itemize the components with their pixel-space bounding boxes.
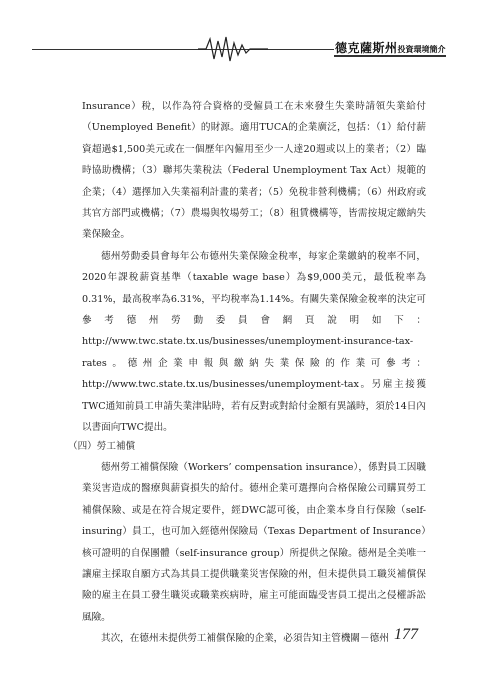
- header-wave-graphic: [198, 35, 268, 63]
- paragraph-4: 其次，在德州未提供勞工補償保險的企業，必須告知主管機關－德州: [101, 633, 389, 645]
- header-title: 德克薩斯州: [335, 41, 398, 55]
- running-header: [335, 39, 446, 56]
- section-heading: （四）勞工補償: [68, 441, 136, 452]
- header-underline: [334, 55, 446, 57]
- body-text-top: [82, 96, 426, 439]
- paragraph-3: 德州勞工補償保險（Workers’ compensation insurance），係對員工因職業災害造成的醫療與薪資損失的給付。德州企業可選擇向合格保險公司購買勞工補償保險、或是在符合規定要件，經DWC認可後，由企業本身自行保險（self-insuring）員工，也可加入經德州保險局（Texas Department of Insurance）核可證明的自保團體（self-insurance group）所提供之保險。德州是全美唯一讓雇主採取自願方式為其員工提供職業災害保險的州，但未提供員工職災補償保險的雇主在員工發生職災或職業疾病時，雇主可能面臨受害員工提出之侵權訴訟風險。: [82, 462, 426, 623]
- header-subtitle: 投資環境簡介: [397, 45, 446, 54]
- paragraph-1: Insurance）稅，以作為符合資格的受僱員工在未來發生失業時請領失業給付（Unemployed Benefit）的財源。適用TUCA的企業廣泛，包括：（1）給付薪資超過$1,500美元或在一個歷年內僱用至少一人達20週或以上的業者；（2）臨時協助機構；（3）聯邦失業稅法（Federal Unemployment Tax Act）規範的企業；（4）選擇加入失業福利計畫的業者；（5）免稅非營利機構；（6）州政府或其官方部門或機構；（7）農場與牧場勞工；（8）租賃機構等，皆需按規定繳納失業保險金。: [82, 101, 426, 241]
- header-rule: [32, 49, 334, 50]
- paragraph-2: 德州勞動委員會每年公布德州失業保險金稅率，每家企業繳納的稅率不同，2020年課稅薪資基準（taxable wage base）為$9,000美元，最低稅率為0.31%，最高稅率為6.31%，平均稅率為1.14%。有關失業保險金稅率的決定可參考德州勞動委員會網頁說明如下：http://www.twc.state.tx.us/businesses/unemployment-insurance-tax-rates。德州企業申報與繳納失業保險的作業可參考：http://www.twc.state.tx.us/businesses/unemployment-tax。另雇主接獲TWC通知前員工申請失業津貼時，若有反對或對給付金額有異議時，須於14日內以書面向TWC提出。: [82, 250, 426, 434]
- page-number: 177: [394, 626, 418, 643]
- body-text-bottom: [82, 457, 426, 650]
